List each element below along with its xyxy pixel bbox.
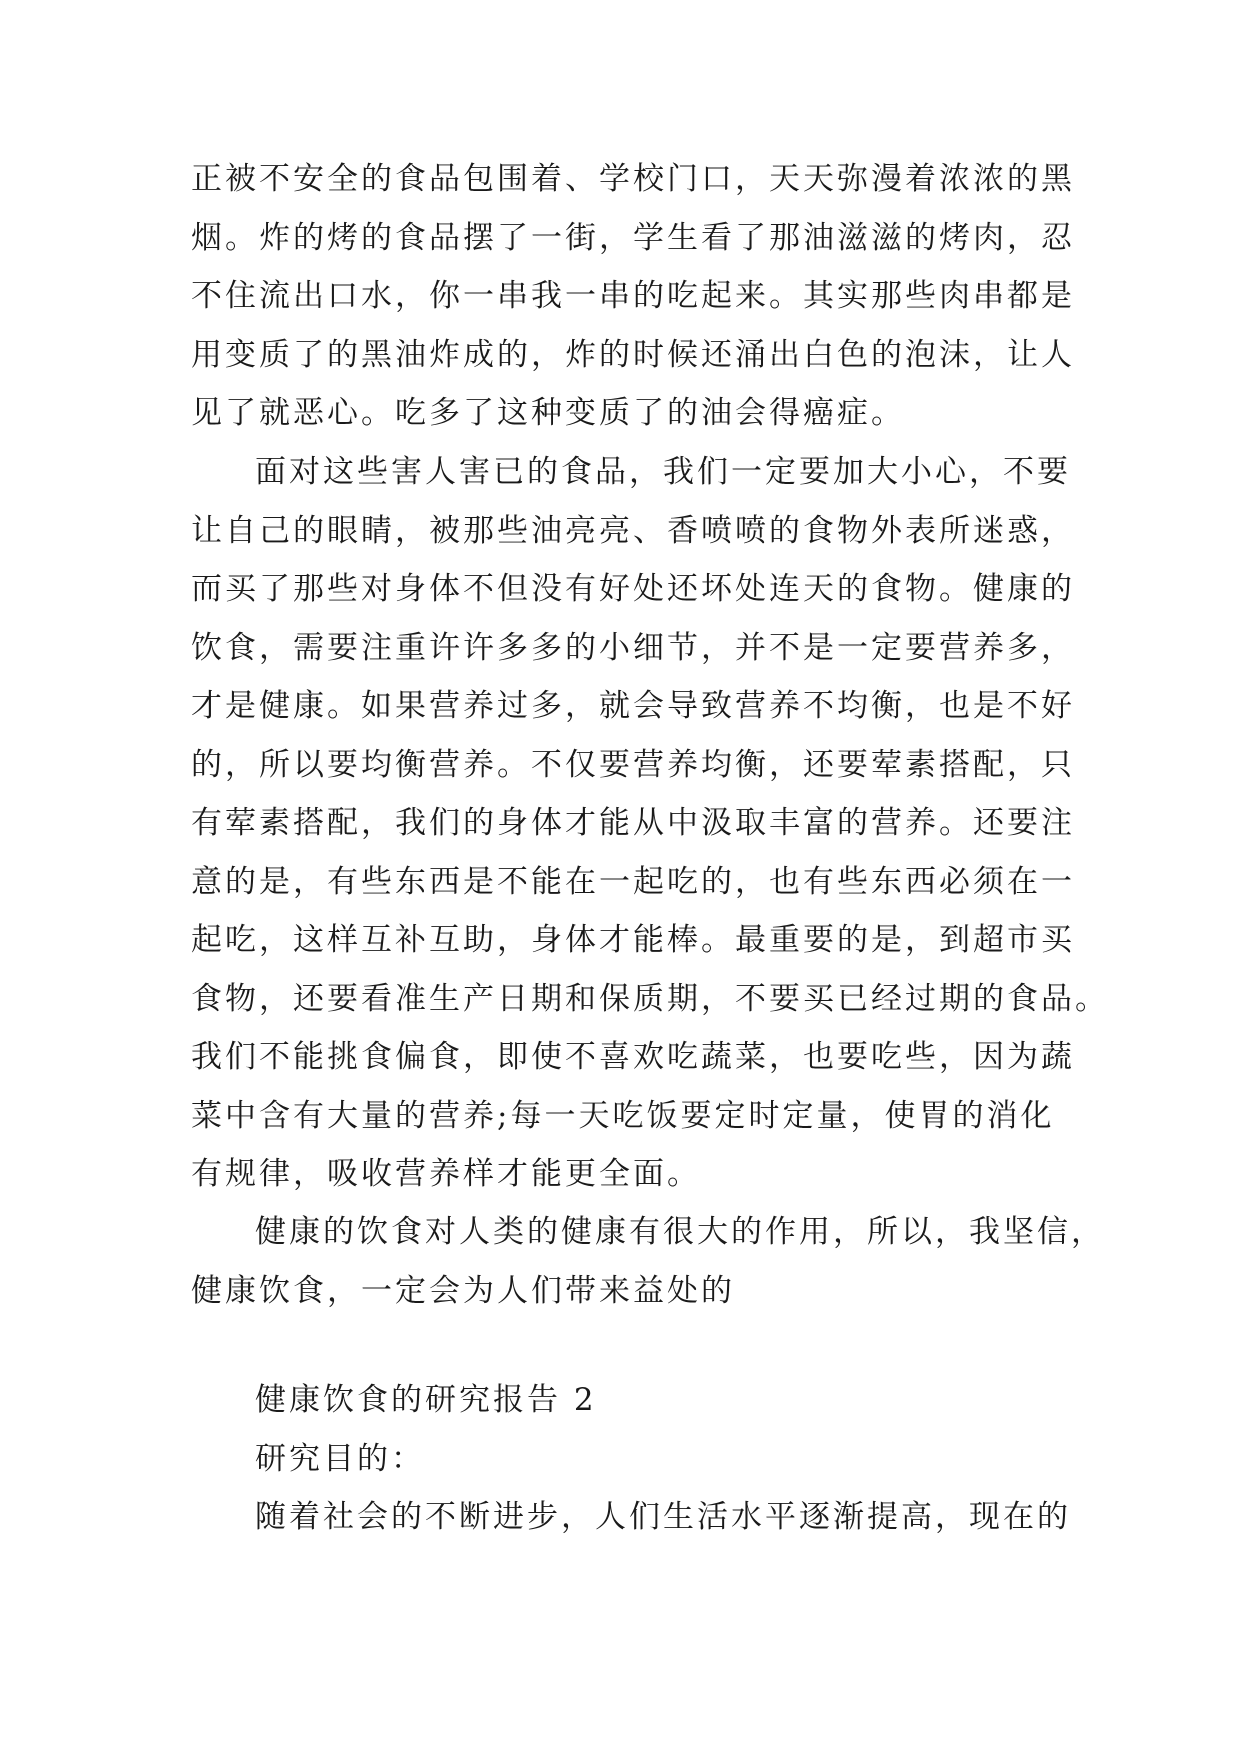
text-line: 让自己的眼睛，被那些油亮亮、香喷喷的食物外表所迷惑， bbox=[191, 512, 1075, 549]
text-line: 才是健康。如果营养过多，就会导致营养不均衡，也是不好 bbox=[191, 688, 1075, 724]
paragraph-food-safety-continued bbox=[191, 150, 1075, 443]
text-line: 有规律，吸收营养样才能更全面。 bbox=[191, 1156, 701, 1192]
subheading-research-purpose: 研究目的： bbox=[255, 1440, 425, 1477]
text-line: 健康的饮食对人类的健康有很大的作用，所以，我坚信， bbox=[255, 1214, 1105, 1250]
text-line: 食物，还要看准生产日期和保质期，不要买已经过期的食品。 bbox=[191, 980, 1109, 1017]
text-line: 而买了那些对身体不但没有好处还坏处连天的食物。健康的 bbox=[191, 571, 1075, 607]
text-line: 烟。炸的烤的食品摆了一街，学生看了那油滋滋的烤肉，忍 bbox=[191, 219, 1075, 256]
text-line: 意的是，有些东西是不能在一起吃的，也有些东西必须在一 bbox=[191, 863, 1075, 900]
text-line: 健康饮食，一定会为人们带来益处的 bbox=[191, 1272, 735, 1309]
text-line: 正被不安全的食品包围着、学校门口，天天弥漫着浓浓的黑 bbox=[191, 161, 1075, 197]
text-line: 我们不能挑食偏食，即使不喜欢吃蔬菜，也要吃些，因为蔬 bbox=[191, 1039, 1075, 1075]
text-line: 起吃，这样互补互助，身体才能棒。最重要的是，到超市买 bbox=[191, 922, 1075, 958]
text-line: 用变质了的黑油炸成的，炸的时候还涌出白色的泡沫，让人 bbox=[191, 336, 1075, 373]
paragraph-healthy-habits bbox=[191, 443, 1109, 1204]
section-report-2 bbox=[191, 1371, 1071, 1547]
text-line: 面对这些害人害已的食品，我们一定要加大小心，不要 bbox=[255, 454, 1071, 490]
section-title: 健康饮食的研究报告 2 bbox=[255, 1382, 597, 1418]
text-line: 菜中含有大量的营养;每一天吃饭要定时定量，使胃的消化 bbox=[191, 1097, 1055, 1134]
paragraph-conclusion bbox=[191, 1203, 1105, 1320]
text-line: 有荤素搭配，我们的身体才能从中汲取丰富的营养。还要注 bbox=[191, 805, 1075, 841]
text-line: 的，所以要均衡营养。不仅要营养均衡，还要荤素搭配，只 bbox=[191, 746, 1075, 783]
text-line: 不住流出口水，你一串我一串的吃起来。其实那些肉串都是 bbox=[191, 278, 1075, 314]
text-line: 随着社会的不断进步，人们生活水平逐渐提高，现在的 bbox=[255, 1499, 1071, 1535]
text-line: 见了就恶心。吃多了这种变质了的油会得癌症。 bbox=[191, 395, 905, 431]
text-line: 饮食，需要注重许许多多的小细节，并不是一定要营养多， bbox=[191, 629, 1075, 666]
